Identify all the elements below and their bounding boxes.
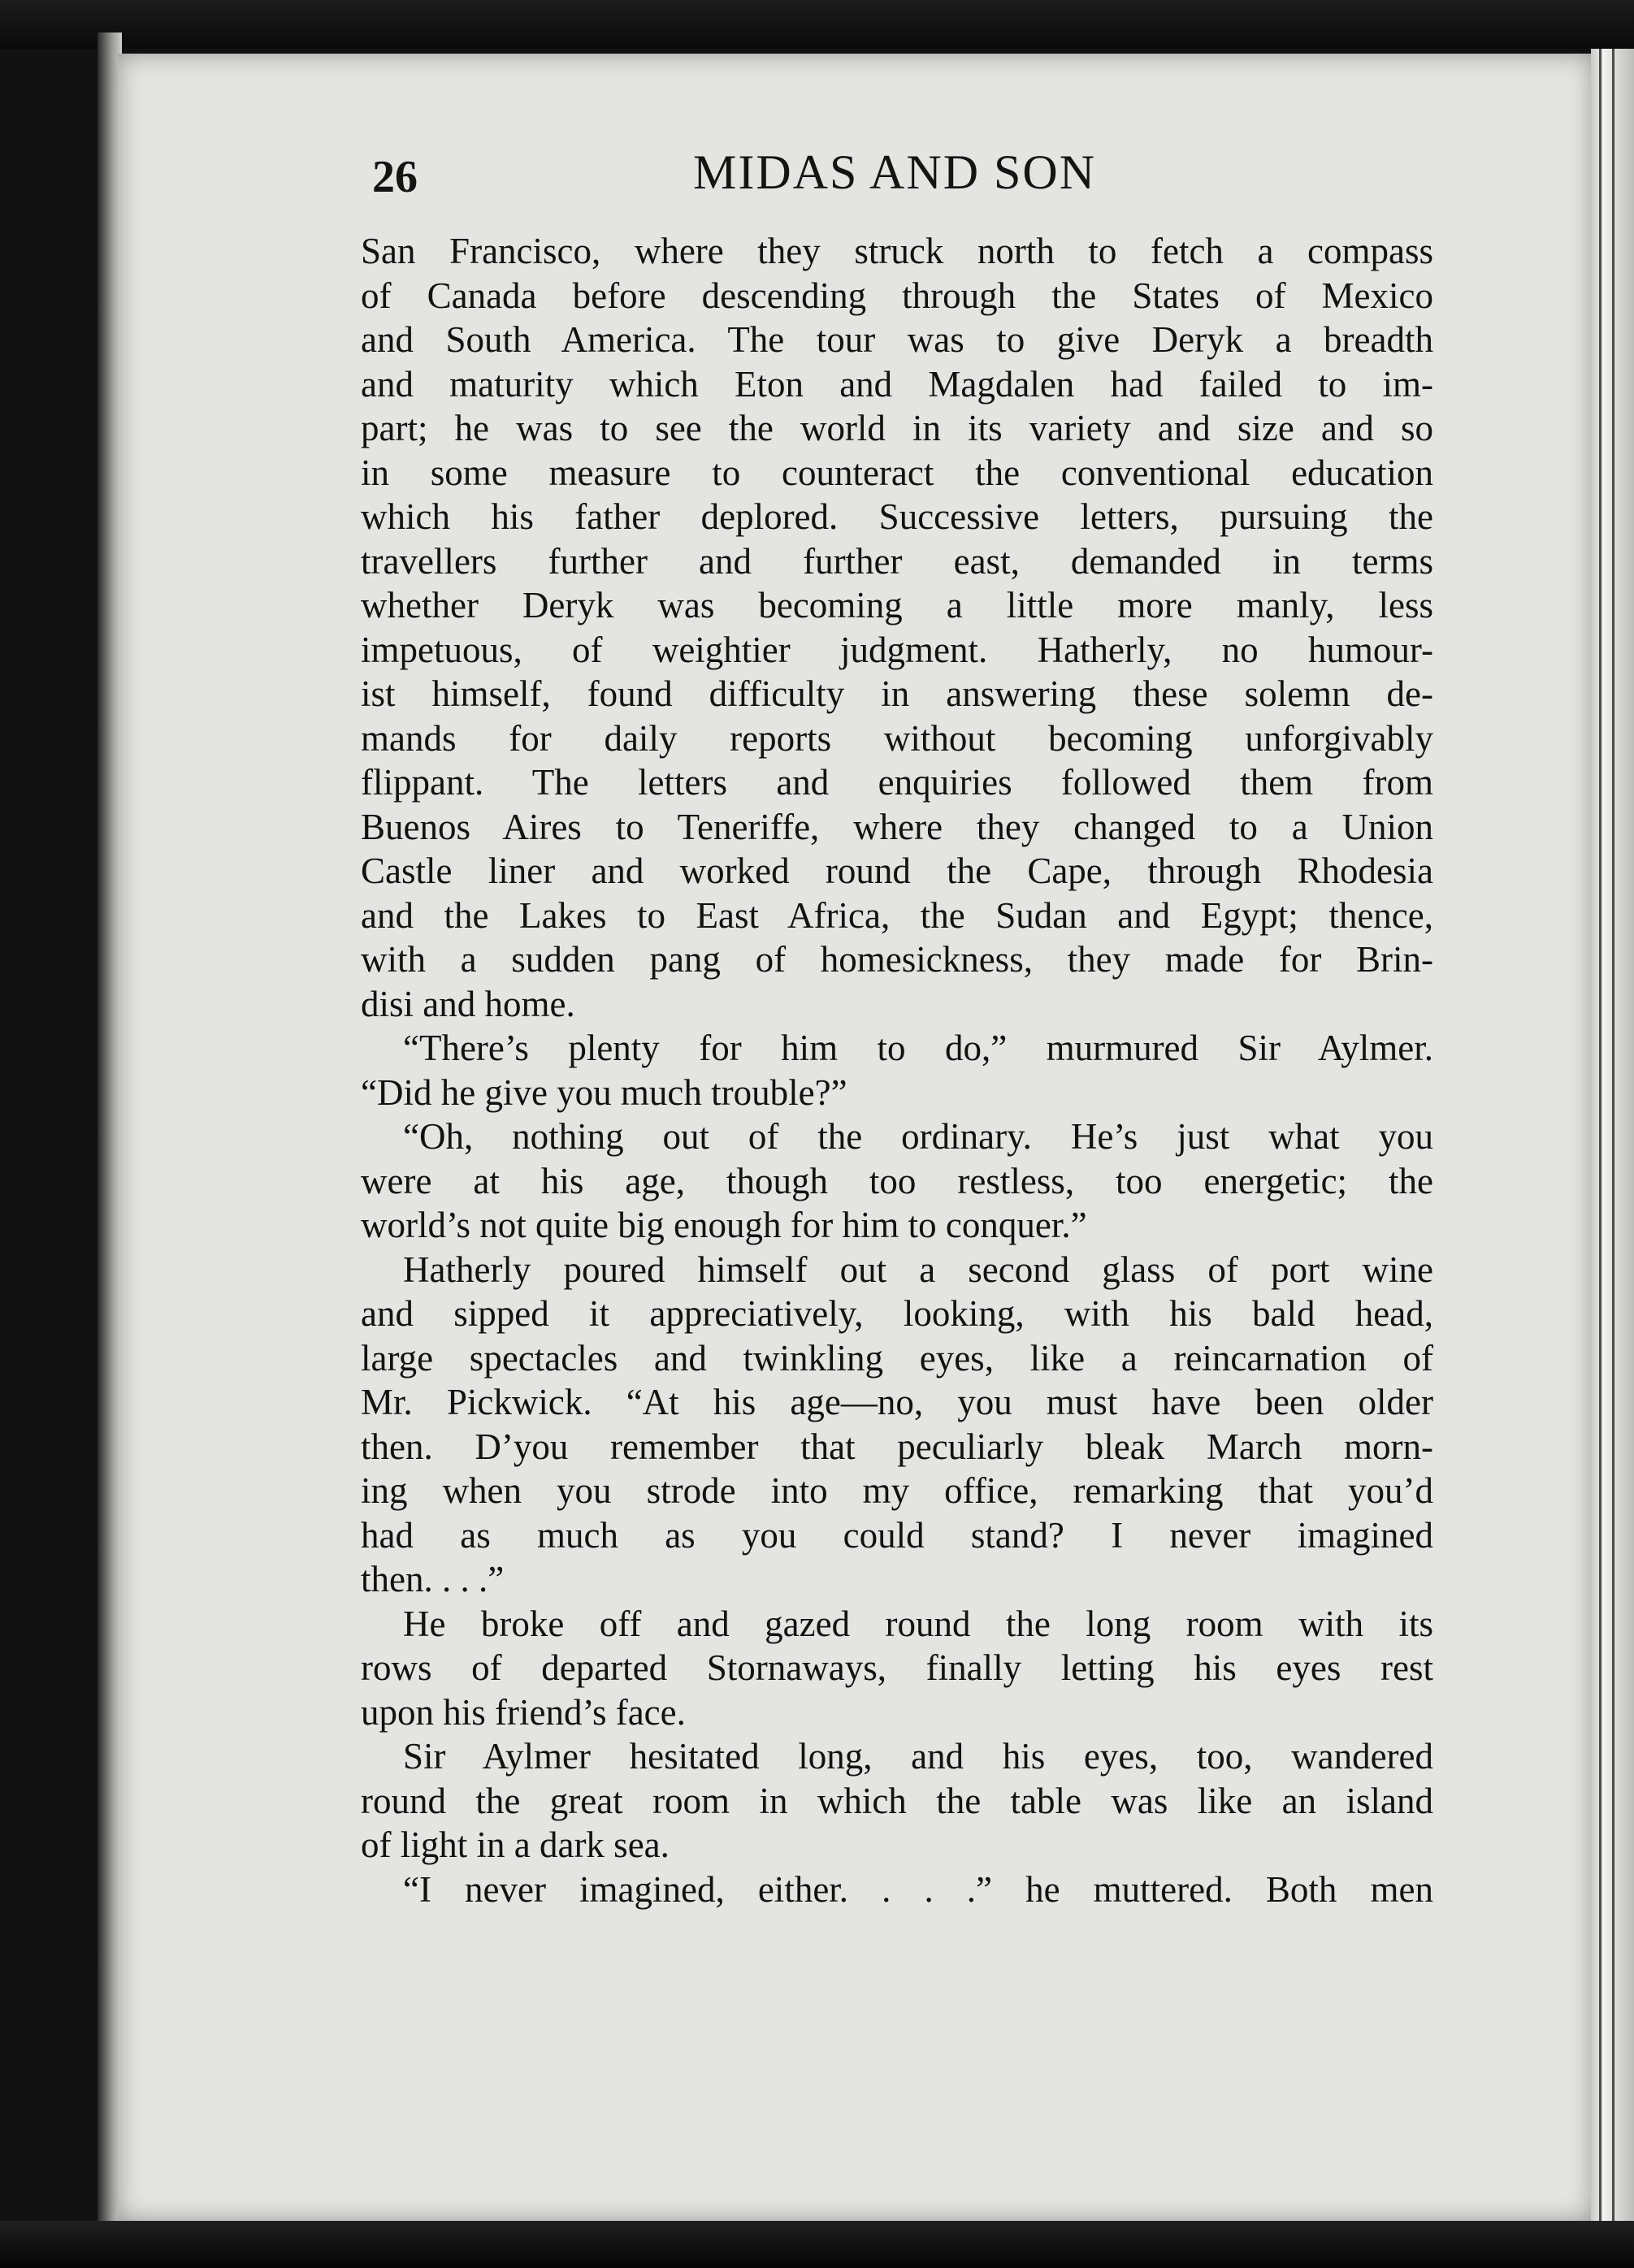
text-line: flippant. The letters and enquiries followed them from xyxy=(361,762,1433,803)
body-text xyxy=(361,229,1433,1911)
text-line: “Did he give you much trouble?” xyxy=(361,1071,847,1113)
text-line: San Francisco, where they struck north to fetch a compass xyxy=(361,231,1433,271)
text-line: then. D’you remember that peculiarly bleak March morn- xyxy=(361,1426,1433,1467)
text-line: mands for daily reports without becoming unforgivably xyxy=(361,717,1433,759)
text-line: impetuous, of weightier judgment. Hatherly, no humour- xyxy=(361,629,1433,670)
text-line: world’s not quite big enough for him to conquer.” xyxy=(361,1205,1087,1245)
text-line: of Canada before descending through the States of Mexico xyxy=(361,275,1433,316)
book-title: MIDAS AND SON xyxy=(693,145,1097,199)
text-line: were at his age, though too restless, too energetic; the xyxy=(361,1160,1433,1201)
text-line: of light in a dark sea. xyxy=(361,1824,670,1865)
text-line: Sir Aylmer hesitated long, and his eyes, too, wandered xyxy=(403,1736,1433,1777)
text-line: He broke off and gazed round the long room with its xyxy=(403,1603,1433,1644)
running-head xyxy=(372,145,1428,210)
text-line: Castle liner and worked round the Cape, through Rhodesia xyxy=(361,850,1433,891)
text-line: upon his friend’s face. xyxy=(361,1691,686,1733)
text-line: “There’s plenty for him to do,” murmured Sir Aylmer. xyxy=(403,1028,1433,1068)
page-right-edge xyxy=(1591,49,1634,2242)
text-line: “Oh, nothing out of the ordinary. He’s just what you xyxy=(403,1116,1433,1157)
edge-line xyxy=(1599,49,1601,2242)
text-line: Mr. Pickwick. “At his age—no, you must have been older xyxy=(361,1382,1433,1422)
text-line: in some measure to counteract the conventional education xyxy=(361,452,1433,493)
text-line: and sipped it appreciatively, looking, with his bald head, xyxy=(361,1293,1433,1334)
text-line: and South America. The tour was to give Deryk a breadth xyxy=(361,319,1433,360)
text-line: Hatherly poured himself out a second glass of port wine xyxy=(403,1249,1433,1290)
text-line: disi and home. xyxy=(361,983,575,1024)
text-line: whether Deryk was becoming a little more manly, less xyxy=(361,585,1433,625)
text-line: which his father deplored. Successive letters, pursuing the xyxy=(361,496,1433,537)
scan-top-edge xyxy=(0,0,1634,49)
scan-bottom-edge xyxy=(0,2221,1634,2268)
text-line: rows of departed Stornaways, finally letting his eyes rest xyxy=(361,1647,1433,1688)
page-number: 26 xyxy=(372,152,418,202)
text-line: “I never imagined, either. . . .” he muttered. Both men xyxy=(403,1868,1433,1910)
text-line: and the Lakes to East Africa, the Sudan and Egypt; thence, xyxy=(361,894,1433,936)
text-line: large spectacles and twinkling eyes, like a reincarnation of xyxy=(361,1337,1433,1379)
text-line: ing when you strode into my office, remarking that you’d xyxy=(361,1470,1433,1511)
text-line: part; he was to see the world in its variety and size and so xyxy=(361,408,1433,448)
text-line: then. . . .” xyxy=(361,1559,505,1599)
edge-line xyxy=(1612,49,1614,2242)
text-line: and maturity which Eton and Magdalen had failed to im- xyxy=(361,363,1433,405)
text-line: Buenos Aires to Teneriffe, where they changed to a Union xyxy=(361,806,1433,847)
text-line: round the great room in which the table was like an island xyxy=(361,1780,1433,1821)
text-line: ist himself, found difficulty in answering these solemn de- xyxy=(361,673,1433,714)
text-line: had as much as you could stand? I never imagined xyxy=(361,1514,1433,1556)
text-line: with a sudden pang of homesickness, they made for Brin- xyxy=(361,939,1433,980)
text-line: travellers further and further east, demanded in terms xyxy=(361,540,1433,582)
